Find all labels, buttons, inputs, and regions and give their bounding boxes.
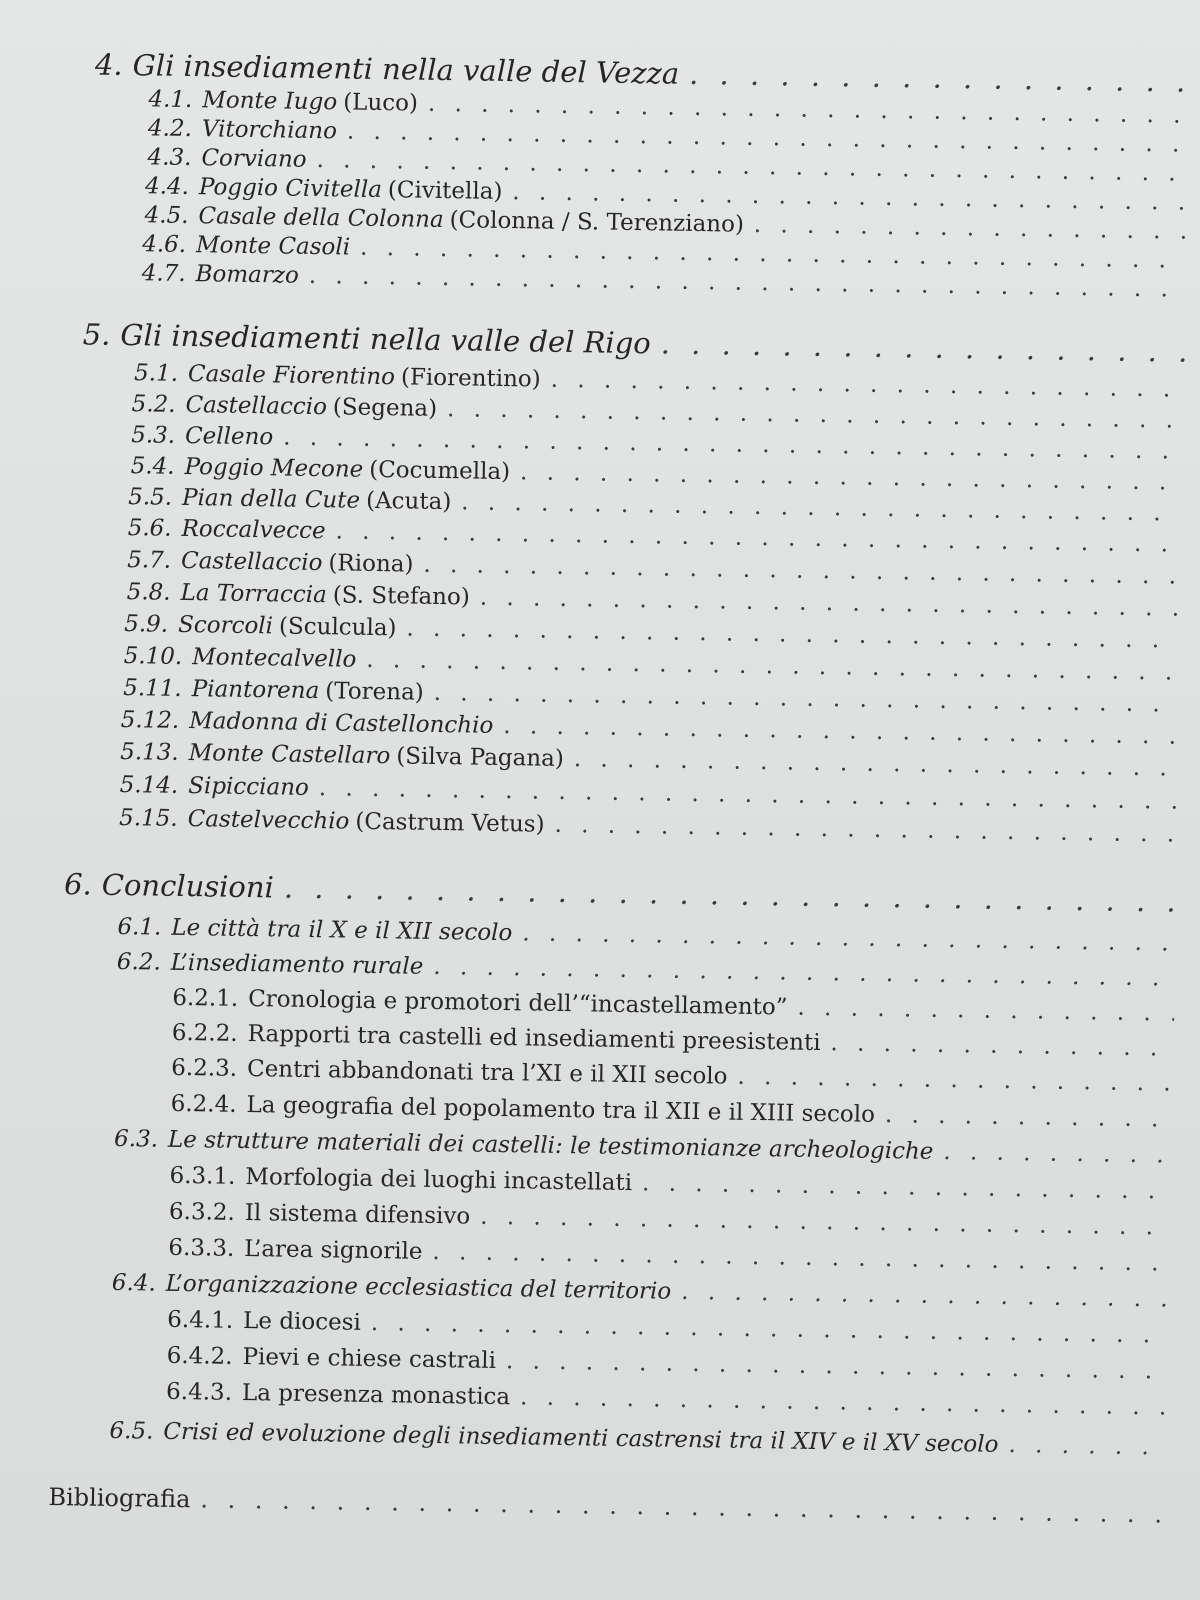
entry-number: 5.13. (119, 738, 179, 766)
dot-leader (737, 1064, 1173, 1097)
dot-leader (885, 1102, 1173, 1133)
entry-title: Le strutture materiali dei castelli: le testimonianze archeologiche (167, 1126, 934, 1165)
entry-number: 6.2.3. (171, 1054, 238, 1082)
toc-entry-6-5[interactable] (109, 1418, 1167, 1461)
entry-number: 6.4.2. (166, 1342, 233, 1370)
entry-number: 4.5. (144, 202, 189, 229)
entry-number: 5.5. (128, 484, 173, 511)
entry-number: 4.6. (141, 231, 187, 258)
entry-number: 4.2. (147, 115, 193, 143)
entry-title: Morfologia dei luoghi incastellati (245, 1164, 633, 1197)
entry-title: Castelvecchio (187, 806, 350, 835)
entry-title: Castellaccio (185, 391, 328, 421)
entry-number: 5.4. (130, 453, 175, 480)
entry-title: Scorcoli (177, 611, 274, 640)
entry-alt-name: (Segena) (332, 394, 438, 422)
entry-number: 5.14. (119, 771, 179, 799)
entry-alt-name: (Silva Pagana) (396, 743, 565, 772)
dot-leader (520, 1384, 1168, 1420)
entry-title: Piantorena (191, 676, 320, 705)
entry-number: 5.6. (127, 515, 172, 542)
dot-leader (642, 1170, 1172, 1204)
dot-leader (554, 812, 1177, 848)
entry-title: Centri abbandonati tra l’XI e il XII secolo (246, 1056, 728, 1090)
entry-title: Le città tra il X e il XII secolo (171, 914, 513, 947)
entry-title: La Torraccia (180, 579, 328, 609)
dot-leader (574, 746, 1179, 781)
entry-title: L’organizzazione ecclesiastica del territorio (165, 1270, 672, 1305)
entry-title: Bomarzo (195, 261, 300, 289)
entry-number: 5.12. (120, 706, 180, 734)
entry-alt-name: (S. Stefano) (332, 582, 471, 611)
entry-title: Montecalvello (192, 644, 357, 673)
entry-title: Pian della Cute (181, 484, 361, 514)
entry-number: 6.2. (116, 948, 161, 976)
entry-number: 5.1. (133, 360, 179, 387)
entry-title: Monte Casoli (195, 232, 351, 261)
entry-number: 5.10. (123, 643, 183, 670)
dot-leader (943, 1139, 1172, 1169)
entry-title: Monte Iugo (202, 87, 338, 116)
entry-title: Il sistema difensivo (244, 1199, 471, 1230)
dot-leader (432, 1239, 1170, 1277)
entry-alt-name: (Luco) (342, 89, 419, 117)
entry-title: Corviano (201, 145, 307, 173)
toc-entry-6-2-1[interactable] (172, 985, 1174, 1027)
entry-number: 6.2.1. (172, 984, 239, 1012)
entry-title: Monte Castellaro (188, 740, 391, 770)
chapter-number: 5. (82, 317, 111, 352)
entry-title: Poggio Mecone (184, 453, 364, 483)
entry-title: La geografia del popolamento tra il XII e il XIII secolo (246, 1092, 876, 1128)
entry-alt-name: (Acuta) (365, 487, 452, 516)
entry-number: 4.7. (141, 260, 186, 287)
dot-leader (434, 680, 1180, 718)
chapter-number: 4. (94, 47, 123, 82)
chapter-title: Gli insediamenti nella valle del Vezza (132, 48, 680, 91)
entry-number: 4.3. (147, 144, 192, 172)
entry-number: 4.4. (144, 173, 190, 200)
entry-title: Celleno (184, 422, 274, 451)
entry-alt-name: (Castrum Vetus) (355, 808, 545, 838)
entry-number: 5.11. (123, 675, 182, 702)
toc-entry-6-1[interactable] (117, 914, 1175, 957)
dot-leader (319, 775, 1178, 814)
entry-number: 4.1. (148, 86, 193, 114)
dot-leader (660, 326, 1184, 368)
dot-leader (797, 995, 1174, 1027)
toc-entry-6-4-1[interactable] (167, 1307, 1169, 1349)
entry-title: Roccalvecce (181, 515, 326, 545)
dot-leader (284, 871, 1177, 919)
entry-number: 5.15. (118, 804, 178, 832)
entry-title: L’area signorile (244, 1235, 423, 1265)
entry-alt-name: (Civitella) (387, 177, 503, 205)
entry-number: 6.4.3. (165, 1378, 233, 1406)
dot-leader (506, 1348, 1169, 1384)
dot-leader (522, 920, 1175, 956)
entry-number: 6.4.1. (167, 1306, 234, 1334)
toc-entry-6-2-4[interactable] (170, 1091, 1172, 1133)
dot-leader (406, 615, 1180, 653)
entry-title: La presenza monastica (241, 1379, 511, 1411)
toc-entry-6-3[interactable] (114, 1126, 1172, 1169)
entry-number: 6.3. (113, 1125, 159, 1153)
entry-number: 6.2.2. (171, 1019, 238, 1047)
toc-entry-6-4-3[interactable] (166, 1379, 1168, 1421)
toc-chapter-5[interactable] (82, 317, 1184, 368)
dot-leader (371, 1310, 1170, 1349)
entry-alt-name: (Torena) (325, 678, 424, 706)
entry-number: 5.7. (127, 547, 172, 574)
entry-number: 6.1. (117, 913, 162, 941)
entry-title: Le diocesi (242, 1307, 362, 1336)
toc-entry-6-4[interactable] (112, 1270, 1170, 1313)
dot-leader (480, 585, 1181, 622)
entry-number: 6.3.1. (169, 1162, 236, 1190)
entry-alt-name: (Fiorentino) (400, 364, 541, 393)
entry-number: 5.3. (130, 422, 176, 449)
toc-entry-6-4-2[interactable] (167, 1343, 1169, 1385)
entry-alt-name: (Cocumella) (369, 456, 511, 486)
toc-entry-6-2-2[interactable] (172, 1020, 1174, 1062)
dot-leader (423, 552, 1181, 590)
toc-entry-6-2[interactable] (117, 949, 1175, 992)
toc-bibliography[interactable] (48, 1483, 1166, 1529)
entry-number: 6.3.3. (168, 1234, 235, 1262)
entry-title: Vitorchiano (201, 116, 338, 145)
chapter-title: Gli insediamenti nella valle del Rigo (120, 317, 652, 361)
chapter-title: Conclusioni (101, 867, 275, 905)
entry-number: 5.9. (124, 611, 169, 638)
toc-entry-6-3-3[interactable] (168, 1235, 1170, 1277)
entry-number: 6.5. (109, 1417, 154, 1445)
entry-title: Poggio Civitella (198, 174, 383, 204)
dot-leader (480, 1204, 1171, 1241)
dot-leader (689, 57, 1189, 99)
entry-number: 5.8. (126, 579, 171, 606)
entry-title: Castellaccio (180, 547, 323, 577)
entry-title: Casale Fiorentino (187, 361, 396, 391)
dot-leader (520, 459, 1183, 495)
entry-title: Sipicciano (188, 773, 310, 801)
entry-title: Casale della Colonna (198, 203, 444, 233)
entry-title: Crisi ed evoluzione degli insediamenti castrensi tra il XIV e il XV secolo (163, 1418, 999, 1458)
entry-title: Pievi e chiese castrali (242, 1343, 497, 1374)
dot-leader (754, 212, 1187, 245)
dot-leader (681, 1279, 1170, 1313)
entry-number: 6.3.2. (168, 1198, 236, 1226)
dot-leader (830, 1030, 1174, 1061)
entry-number: 6.4. (111, 1269, 156, 1297)
bibliography-title: Bibliografia (48, 1482, 191, 1514)
entry-alt-name: (Colonna / S. Terenziano) (449, 207, 745, 238)
entry-title: Rapporti tra castelli ed insediamenti preesistenti (247, 1021, 821, 1057)
entry-title: Madonna di Castellonchio (189, 708, 494, 739)
dot-leader (433, 954, 1175, 992)
entry-alt-name: (Sculcula) (278, 613, 397, 642)
entry-alt-name: (Riona) (328, 550, 414, 578)
toc-entry-6-3-2[interactable] (169, 1199, 1171, 1241)
entry-title: Cronologia e promotori dell’“incastellamento” (247, 986, 788, 1021)
toc-entry-6-2-3[interactable] (171, 1055, 1173, 1097)
dot-leader (200, 1485, 1166, 1528)
entry-number: 6.2.4. (170, 1090, 237, 1118)
dot-leader (503, 713, 1179, 750)
entry-number: 5.2. (131, 391, 176, 418)
toc-chapter-6[interactable] (64, 867, 1176, 918)
dot-leader (551, 367, 1185, 403)
entry-title: L’insediamento rurale (170, 949, 424, 980)
toc-entry-6-3-1[interactable] (169, 1163, 1171, 1205)
chapter-number: 6. (63, 867, 93, 902)
dot-leader (1008, 1432, 1167, 1460)
